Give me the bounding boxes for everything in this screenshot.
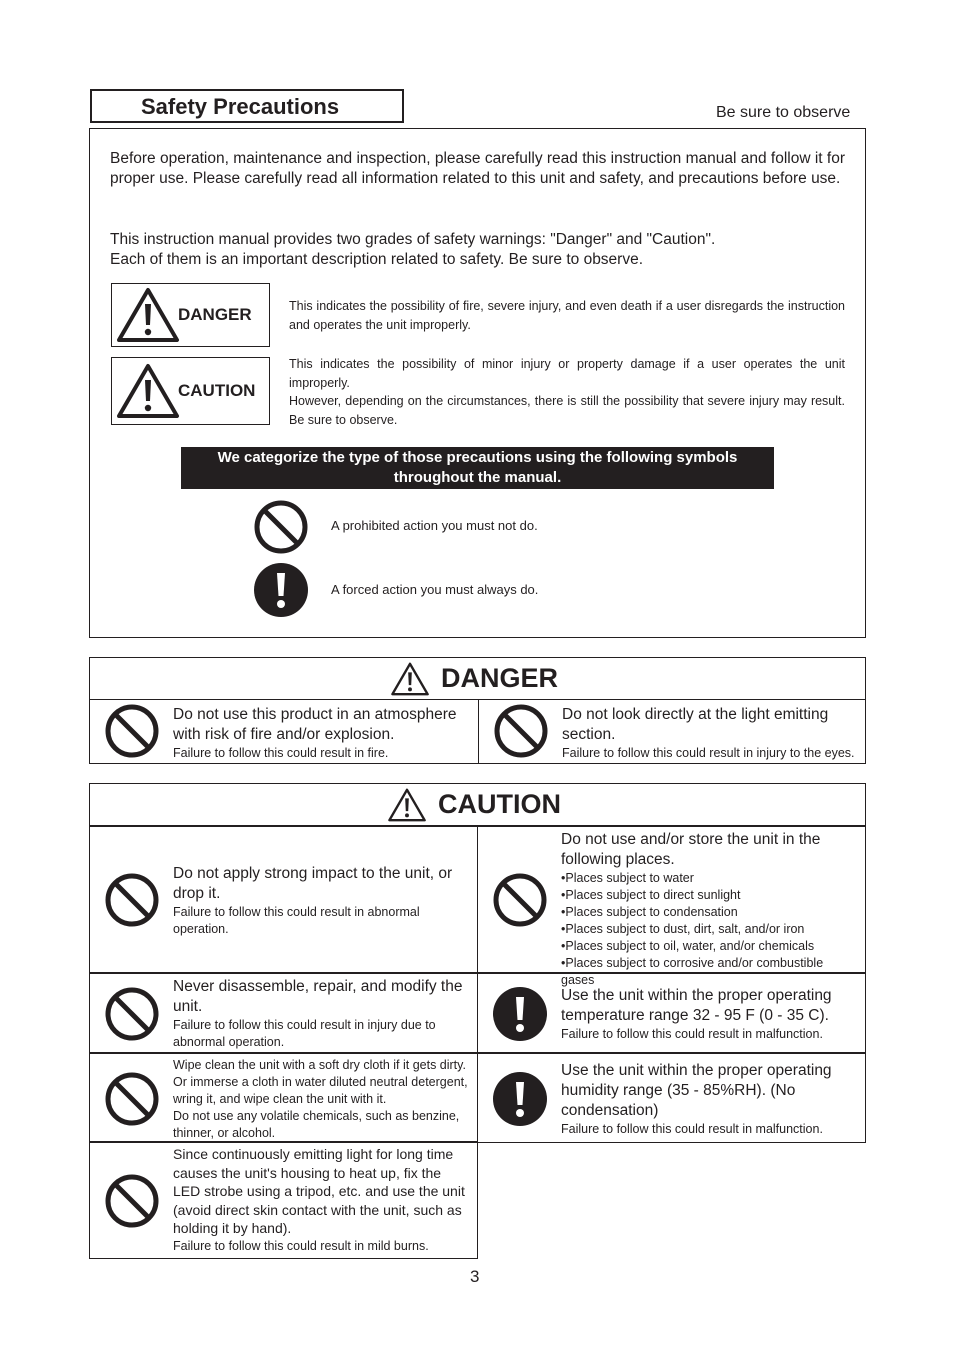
danger-heading: DANGER [441,663,559,693]
caution-item-main: Use the unit within the proper operating humidity range (35 - 85%RH). (No condensation) [561,1062,832,1119]
danger-item-sub: Failure to follow this could result in fire. [173,746,389,760]
page-number: 3 [470,1267,480,1286]
intro-paragraph-2a: This instruction manual provides two grades of safety warnings: "Danger" and "Caution". [110,231,716,248]
caution-item-temperature [477,972,866,1054]
categorize-line-2: throughout the manual. [393,469,562,486]
caution-item-sub: Failure to follow this could result in mild burns. [173,1238,429,1253]
prohibition-icon [104,872,160,928]
caution-item-main: Do not use and/or store the unit in the following places. [561,831,821,868]
caution-item-main: Never disassemble, repair, and modify the unit. [173,978,463,1015]
danger-grade-label: DANGER [178,305,252,324]
page-title: Safety Precautions [141,94,340,119]
caution-item-sub: Failure to follow this could result in malfunction. [561,1027,823,1041]
danger-item-eyes [479,699,865,763]
caution-item-places [477,825,866,987]
places-list-item: •Places subject to corrosive and/or combustible gases [561,956,824,987]
wipe-instruction: Wipe clean the unit with a soft dry cloth if it gets dirty. Or immerse a cloth in water diluted neutral detergent, wring it, and wipe clean the unit with it. [173,1058,468,1106]
mandatory-icon [492,1071,548,1127]
places-list-item: •Places subject to condensation [561,905,738,919]
prohibition-icon [253,499,309,555]
observe-note: Be sure to observe [716,104,851,121]
mandatory-icon [492,986,548,1042]
places-list-item: •Places subject to water [561,871,694,885]
caution-item-humidity [477,1052,866,1143]
danger-grade-description: This indicates the possibility of fire, severe injury, and even death if a user disregards the instruction and operates the unit improperly. [289,299,845,332]
caution-grade-box [111,357,270,425]
caution-item-sub: Failure to follow this could result in abnormal operation. [173,905,420,936]
warning-triangle-icon [116,363,180,419]
places-list-item: •Places subject to dust, dirt, salt, and/or iron [561,922,805,936]
caution-item-sub: Failure to follow this could result in malfunction. [561,1122,823,1136]
intro-paragraph-1: Before operation, maintenance and inspection, please carefully read this instruction manual and follow it for proper use. Please carefully read all information related to this unit and safety, and precautions before use. [110,150,845,187]
danger-item-main: Do not use this product in an atmosphere with risk of fire and/or explosion. [173,706,457,743]
caution-grade-description-2: However, depending on the circumstances, there is still the possibility that severe injury may result. Be sure to observe. [289,394,845,427]
warning-triangle-icon [390,662,430,696]
categorize-banner [181,447,774,489]
prohibition-icon [104,1173,160,1229]
intro-box [89,128,866,638]
mandatory-icon [253,562,309,618]
caution-item-main: Use the unit within the proper operating temperature range 32 - 95 F (0 - 35 C). [561,987,832,1024]
danger-section-header [90,658,865,700]
prohibited-legend: A prohibited action you must not do. [331,518,538,533]
prohibition-icon [104,1071,160,1127]
prohibition-icon [104,703,160,759]
wipe-warning: Do not use any volatile chemicals, such as benzine, thinner, or alcohol. [173,1109,460,1140]
prohibition-icon [492,872,548,928]
caution-item-impact [89,825,478,974]
warning-triangle-icon [387,788,427,822]
caution-item-main: Do not apply strong impact to the unit, or drop it. [173,865,453,902]
prohibition-icon [104,986,160,1042]
caution-item-main: Since continuously emitting light for long time causes the unit's housing to heat up, fix the LED strobe using a tripod, etc. and use the unit (avoid direct skin contact with the unit, such as holding it by hand). [173,1146,465,1236]
caution-item-wipe [89,1052,478,1143]
danger-section [89,657,866,764]
places-list-item: •Places subject to direct sunlight [561,888,741,902]
danger-grade-box [111,283,270,347]
caution-section-header [89,783,866,827]
caution-item-heat [89,1141,478,1259]
caution-item-disassemble [89,972,478,1054]
caution-heading: CAUTION [438,789,561,819]
warning-triangle-icon [116,287,180,343]
intro-paragraph-2b: Each of them is an important description related to safety. Be sure to observe. [110,251,644,268]
categorize-line-1: We categorize the type of those precautions using the following symbols [217,449,738,466]
prohibition-icon [493,703,549,759]
caution-grade-description-1: This indicates the possibility of minor injury or property damage if a user operates the unit improperly. [289,357,845,390]
danger-item-main: Do not look directly at the light emitting section. [562,706,829,743]
caution-item-sub: Failure to follow this could result in injury due to abnormal operation. [173,1018,436,1049]
danger-item-fire [90,699,479,763]
danger-item-sub: Failure to follow this could result in injury to the eyes. [562,746,855,760]
forced-legend: A forced action you must always do. [331,582,539,597]
section-title-box [90,89,404,123]
places-list-item: •Places subject to oil, water, and/or chemicals [561,939,815,953]
caution-grade-label: CAUTION [178,381,256,400]
